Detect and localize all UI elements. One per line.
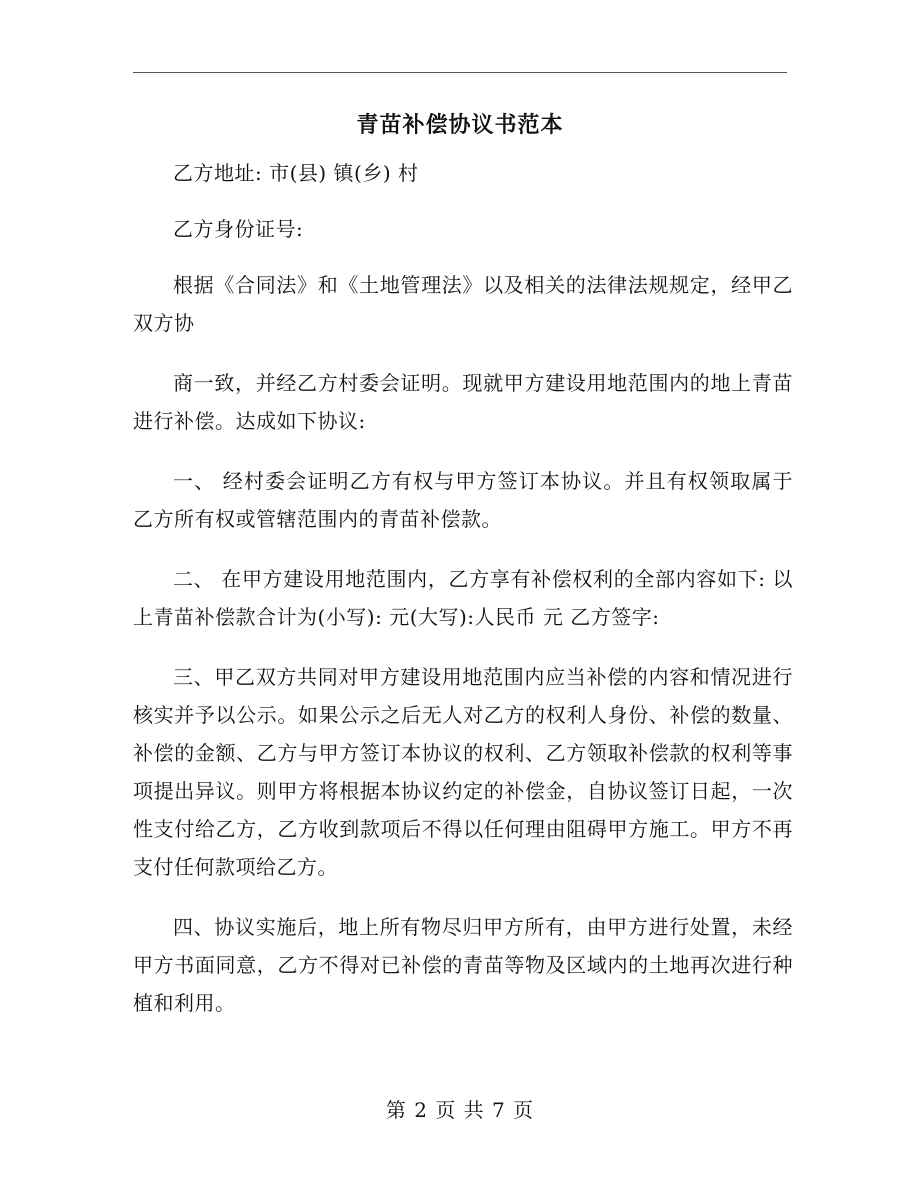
- document-title: 青苗补偿协议书范本: [356, 112, 564, 138]
- party-b-address: 乙方地址: 市(县) 镇(乡) 村: [173, 161, 419, 185]
- page-number: 第 2 页 共 7 页: [385, 1098, 535, 1122]
- clause-2: 二、 在甲方建设用地范围内，乙方享有补偿权利的全部内容如下: 以上青苗补偿款合计为(小写): 元(大写):人民币 元 乙方签字:: [133, 567, 793, 629]
- party-b-id-number: 乙方身份证号:: [173, 217, 304, 241]
- clause-1: 一、 经村委会证明乙方有权与甲方签订本协议。并且有权领取属于乙方所有权或管辖范围内的青苗补偿款。: [133, 469, 793, 531]
- paragraph-agreement-intro: 商一致，并经乙方村委会证明。现就甲方建设用地范围内的地上青苗进行补偿。达成如下协议:: [133, 371, 793, 433]
- header-rule: [133, 72, 787, 73]
- document-body: [133, 154, 793, 1044]
- paragraph-legal-basis: 根据《合同法》和《土地管理法》以及相关的法律法规规定，经甲乙双方协: [133, 273, 793, 335]
- clause-4: 四、协议实施后，地上所有物尽归甲方所有，由甲方进行处置，未经甲方书面同意，乙方不得对已补偿的青苗等物及区域内的土地再次进行种植和利用。: [133, 915, 793, 1015]
- clause-3: 三、甲乙双方共同对甲方建设用地范围内应当补偿的内容和情况进行核实并予以公示。如果公示之后无人对乙方的权利人身份、补偿的数量、补偿的金额、乙方与甲方签订本协议的权利、乙方领取补偿款的权利等事项提出异议。则甲方将根据本协议约定的补偿金，自协议签订日起，一次性支付给乙方，乙方收到款项后不得以任何理由阻碍甲方施工。甲方不再支付任何款项给乙方。: [133, 665, 793, 879]
